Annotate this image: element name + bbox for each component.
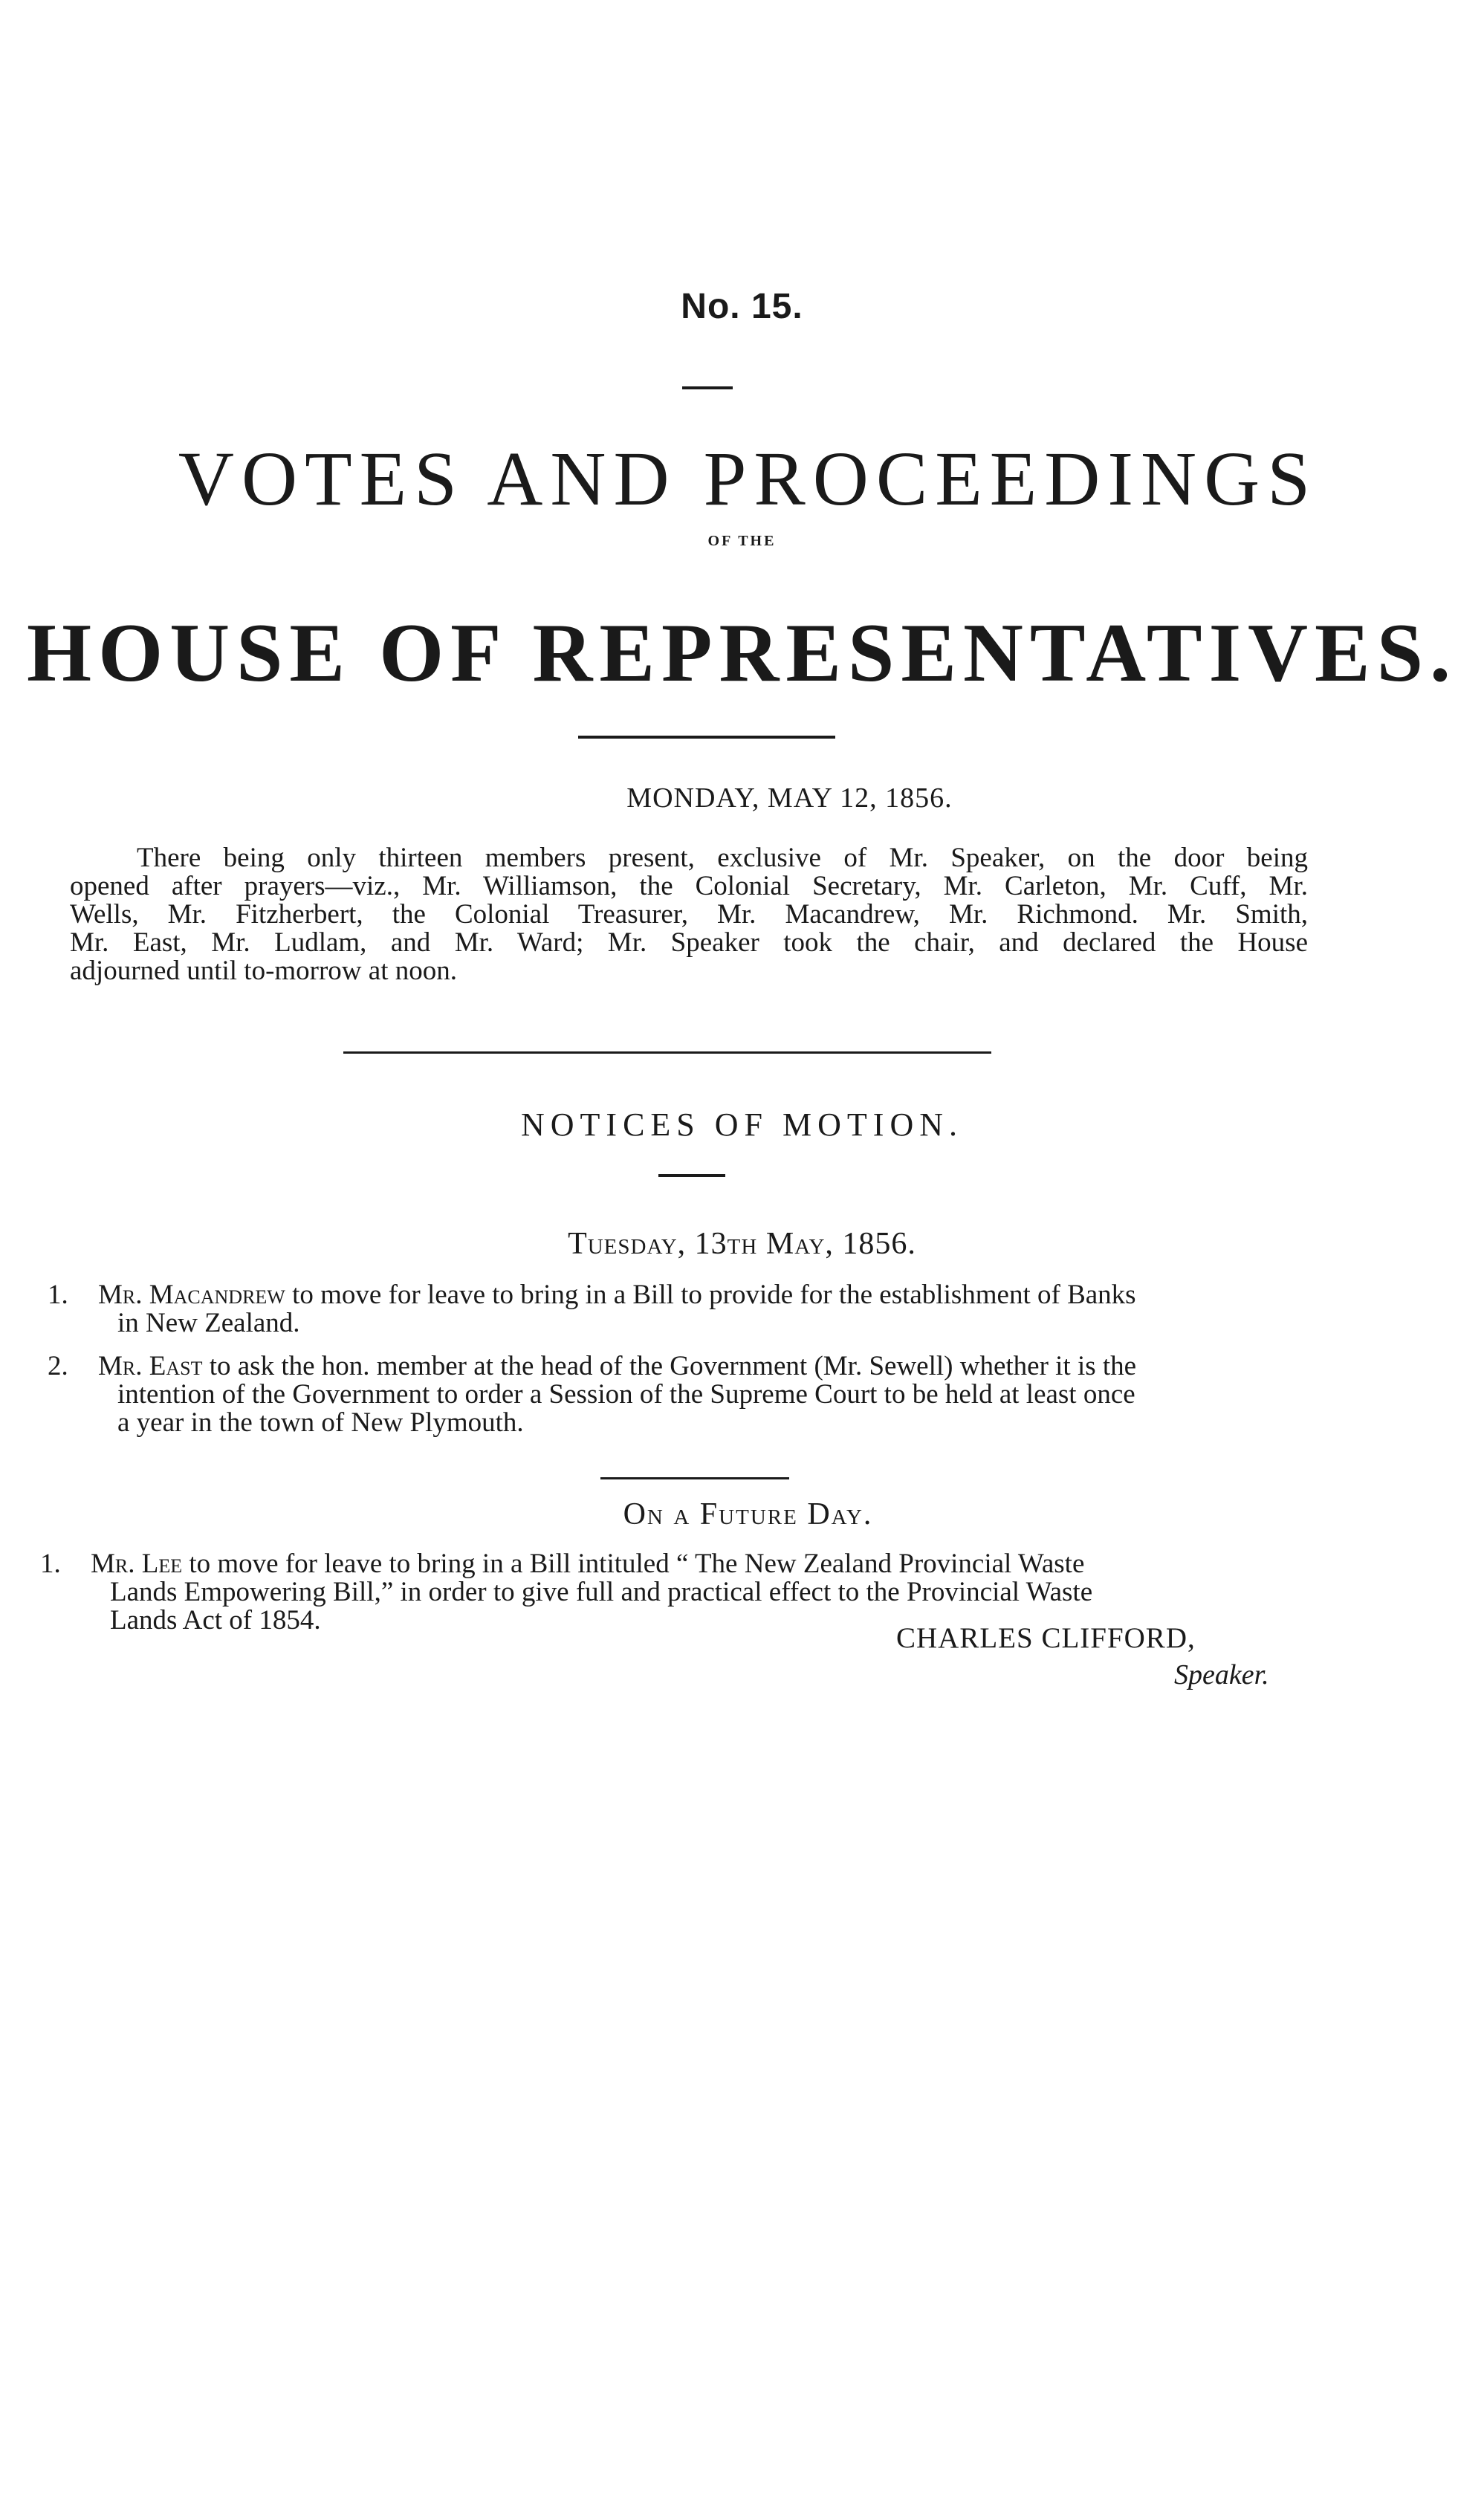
- motion-text: Lands Act of 1854.: [110, 1605, 321, 1635]
- sitting-line: adjourned until to-morrow at noon.: [70, 956, 457, 986]
- divider-short: [658, 1174, 725, 1177]
- sitting-paragraph: [70, 844, 1308, 985]
- motion-text: Lands Empowering Bill,” in order to give full and practical effect to the Provincial Waste: [110, 1577, 1093, 1607]
- future-day-heading: On a Future Day.: [623, 1497, 873, 1531]
- notices-heading: NOTICES OF MOTION.: [521, 1106, 963, 1143]
- speaker-name: CHARLES CLIFFORD,: [896, 1622, 1196, 1654]
- sitting-line: Mr. East, Mr. Ludlam, and Mr. Ward; Mr. Speaker took the chair, and declared the House: [70, 927, 1308, 958]
- motion-text: intention of the Government to order a Session of the Supreme Court to be held at least once: [117, 1379, 1135, 1410]
- divider-short: [682, 386, 733, 389]
- motion-text: in New Zealand.: [117, 1308, 300, 1338]
- motion-text: to ask the hon. member at the head of the Government (Mr. Sewell) whether it is the: [209, 1351, 1137, 1381]
- motion-member: Mr. Lee: [91, 1549, 183, 1579]
- motion-text: to move for leave to bring in a Bill to provide for the establishment of Banks: [292, 1280, 1136, 1310]
- motion-member: Mr. Macandrew: [98, 1280, 285, 1310]
- title-house-of-representatives: HOUSE OF REPRESENTATIVES.: [26, 607, 1458, 699]
- motion-number: 1.: [48, 1280, 68, 1310]
- divider-section: [343, 1051, 991, 1054]
- title-of-the: OF THE: [707, 533, 777, 549]
- motion-item: [48, 1352, 1311, 1437]
- speaker-title: Speaker.: [1174, 1659, 1269, 1690]
- motion-text: to move for leave to bring in a Bill intituled “ The New Zealand Provincial Waste: [189, 1549, 1085, 1579]
- notices-date: Tuesday, 13th May, 1856.: [568, 1227, 916, 1261]
- motion-number: 1.: [40, 1549, 61, 1579]
- paper-number: No. 15.: [681, 287, 803, 326]
- sitting-date: MONDAY, MAY 12, 1856.: [626, 782, 953, 814]
- divider-future: [600, 1477, 789, 1479]
- divider-title: [578, 736, 835, 739]
- motion-text: a year in the town of New Plymouth.: [117, 1407, 524, 1438]
- motion-number: 2.: [48, 1351, 68, 1381]
- sitting-line: opened after prayers—viz., Mr. Williamson, the Colonial Secretary, Mr. Carleton, Mr. Cuff, Mr.: [70, 871, 1308, 901]
- title-votes-and-proceedings: VOTES AND PROCEEDINGS: [178, 436, 1318, 522]
- sitting-line: There being only thirteen members present, exclusive of Mr. Speaker, on the door being: [137, 843, 1308, 873]
- motion-item: [48, 1281, 1311, 1338]
- sitting-line: Wells, Mr. Fitzherbert, the Colonial Treasurer, Mr. Macandrew, Mr. Richmond. Mr. Smith,: [70, 899, 1308, 930]
- motion-member: Mr. East: [98, 1351, 203, 1381]
